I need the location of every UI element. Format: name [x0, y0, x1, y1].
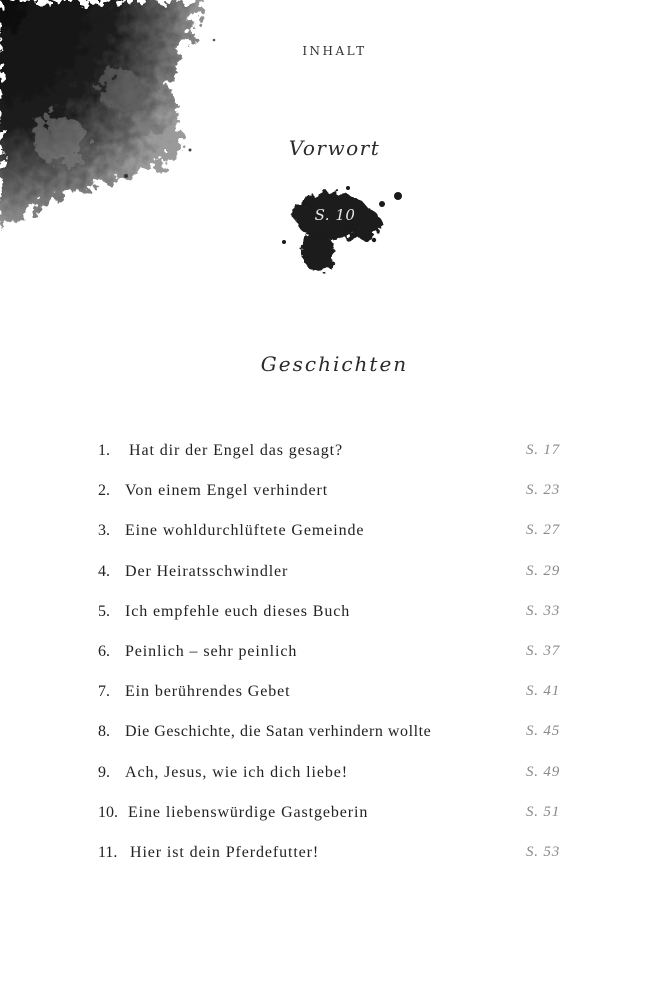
toc-entry-number: 1. [98, 442, 110, 459]
toc-entry-title: Ein berührendes Gebet [125, 683, 291, 701]
toc-entry-title: Ach, Jesus, wie ich dich liebe! [125, 763, 348, 781]
toc-entry-number: 7. [98, 683, 110, 701]
toc-entry-number: 2. [98, 482, 110, 500]
toc-entry-page: S. 23 [526, 482, 560, 499]
toc-entry-page: S. 53 [526, 843, 560, 860]
toc-entry[interactable] [0, 474, 669, 514]
toc-entry-page: S. 17 [526, 442, 560, 458]
toc-entry-title: Peinlich – sehr peinlich [125, 642, 298, 660]
foreword-page-number: S. 10 [314, 206, 356, 224]
toc-entry-number: 9. [98, 763, 110, 781]
toc-entry-number: 4. [98, 562, 110, 580]
toc-entry-number: 11. [98, 843, 118, 861]
toc-entry[interactable] [0, 555, 669, 595]
toc-entry-number: 10. [98, 803, 118, 821]
toc-entry-title: Eine liebenswürdige Gastgeberin [128, 803, 369, 821]
table-of-contents [0, 434, 669, 876]
toc-entry-page: S. 27 [526, 522, 560, 539]
toc-entry[interactable] [0, 635, 669, 675]
toc-entry-title: Ich empfehle euch dieses Buch [125, 602, 351, 620]
toc-entry-number: 3. [98, 522, 110, 540]
toc-entry-title: Der Heiratsschwindler [125, 562, 289, 580]
ink-splat-decoration [270, 176, 420, 288]
toc-entry-page: S. 37 [526, 642, 560, 659]
foreword-title: Vorwort [288, 136, 381, 160]
toc-entry-page: S. 45 [526, 723, 560, 740]
toc-entry[interactable] [0, 514, 669, 554]
section-title: Geschichten [260, 352, 409, 376]
toc-entry-page: S. 33 [526, 602, 560, 619]
toc-entry-page: S. 49 [526, 763, 560, 780]
toc-entry-page: S. 51 [526, 803, 560, 820]
toc-entry-page: S. 29 [526, 562, 560, 579]
toc-entry[interactable] [0, 675, 669, 715]
toc-entry-title: Von einem Engel verhindert [125, 482, 329, 500]
toc-entry[interactable] [0, 756, 669, 796]
toc-entry[interactable] [0, 796, 669, 836]
toc-entry-title: Eine wohldurchlüftete Gemeinde [125, 522, 365, 540]
toc-entry-number: 5. [98, 602, 110, 620]
toc-entry-title: Hier ist dein Pferdefutter! [130, 843, 320, 861]
toc-entry-page: S. 41 [526, 683, 560, 700]
toc-entry[interactable] [0, 595, 669, 635]
toc-entry-title: Hat dir der Engel das gesagt? [129, 442, 344, 459]
toc-entry[interactable] [0, 434, 669, 474]
toc-entry-number: 6. [98, 642, 110, 660]
toc-entry-title: Die Geschichte, die Satan verhindern wollte [125, 723, 432, 741]
toc-entry[interactable] [0, 836, 669, 876]
ink-wash-decoration [0, 0, 240, 240]
page-heading: INHALT [302, 44, 367, 58]
toc-entry[interactable] [0, 715, 669, 755]
toc-entry-number: 8. [98, 723, 110, 741]
